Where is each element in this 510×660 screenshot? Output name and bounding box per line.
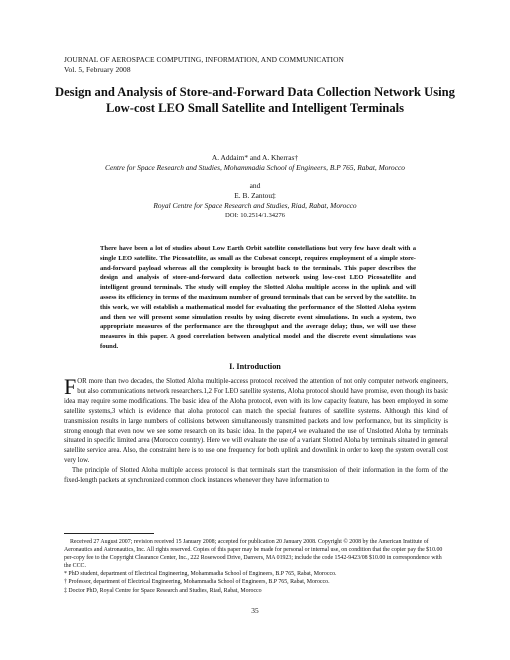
intro-paragraph-2: The principle of Slotted Aloha multiple access protocol is that terminals start the transmission of their information in the form of the fixed-length packets at synchronized common clock instances whenever they have information to [64, 467, 448, 485]
drop-cap: F [64, 374, 77, 399]
journal-volume: Vol. 5, February 2008 [64, 65, 131, 74]
authors-secondary: E. B. Zantou‡ [234, 191, 276, 200]
abstract: There have been a lot of studies about Low Earth Orbit satellite constellations but very few have dealt with a single LEO satellite. The Picosatellite, as small as the Cubesat concept, requires employment of a simple store-and-forward payload whereas all the complexity is brought back to the terminals. This paper describes the design and analysis of store-and-forward data collection network using low-cost LEO Picosatellite and intelligent ground terminals. The study will employ the Slotted Aloha multiple access in the uplink and will assess its efficiency in terms of the maximum number of ground terminals that can be served by the satellite. In this work, we will establish a mathematical model for evaluating the performance of the Slotted Aloha system and then we will present some simulation results by using discrete event simulations. In such a system, two appropriate measures of the performance are the throughput and the average delay; thus, we will use these measures in this paper. A good correlation between analytical model and the discrete event simulations was found. [100, 245, 416, 350]
footnote-2: † Professor, department of Electrical Engineering, Mohammadia School of Engineers, B.P 765, Rabat, Morocco. [64, 579, 330, 586]
authors-primary: A. Addaim* and A. Kherras† [211, 153, 299, 162]
section-heading: I. Introduction [229, 362, 281, 371]
authors-conjunction: and [249, 181, 261, 190]
intro-paragraph-1-text: OR more than two decades, the Slotted Aloha multiple-access protocol received the attention of not only computer network engineers, but also communications network researchers.1,2 For LEO satellite systems, Aloha protocol should have promise, even though its basic idea may require some modifications. The basic idea of the Aloha protocol, even with its low capacity feature, has been employed in some satellite systems,3 which is evidence that aloha protocol can match the special features of satellite systems. Although this kind of transmission results in large numbers of collisions between simultaneously transmitted packets and low performance, but its simplicity is strong enough that even now we see some research on its basic idea. In the paper,4 we evaluated the use of Unslotted Aloha by terminals situated in specific limited area (Morocco country). Here we will evaluate the use of a variant Slotted Aloha by terminals situated in general satellite service area. Also, the constraint here is to use one frequency for both uplink and downlink in order to keep the system overall cost very low. [64, 378, 448, 465]
footnotes [64, 538, 448, 595]
journal-header [64, 55, 344, 75]
affiliation-primary: Centre for Space Research and Studies, Mohammadia School of Engineers, B.P 765, Rabat, Morocco [105, 163, 405, 172]
introduction-body [64, 374, 448, 486]
page-number: 35 [251, 606, 259, 615]
author-block [40, 153, 470, 221]
footnote-1: * PhD student, department of Electrical Engineering, Mohammadia School of Engineers, B.P 765, Rabat, Morocco. [64, 571, 337, 578]
footnote-divider [64, 533, 154, 534]
journal-name: JOURNAL OF AEROSPACE COMPUTING, INFORMATION, AND COMMUNICATION [64, 55, 344, 64]
intro-paragraph-1 [64, 374, 448, 466]
paper-title: Design and Analysis of Store-and-Forward Data Collection Network Using Low-cost LEO Small Satellite and Intelligent Terminals [55, 85, 455, 115]
affiliation-secondary: Royal Centre for Space Research and Studies, Riad, Rabat, Morocco [153, 201, 357, 210]
footnote-received: Received 27 August 2007; revision received 15 January 2008; accepted for publication 20 January 2008. Copyright © 2008 by the American Institute of Aeronautics and Astronautics, Inc. All rights reserved. Copies of this paper may be made for personal or internal use, on condition that the copier pay the $10.00 per-copy fee to the Copyright Clearance Center, Inc., 222 Rosewood Drive, Danvers, MA 01923; include the code 1542-9423/08 $10.00 in correspondence with the CCC. [64, 539, 443, 570]
footnote-3: ‡ Doctor PhD, Royal Centre for Space Research and Studies, Riad, Rabat, Morocco [64, 587, 262, 594]
doi: DOI: 10.2514/1.34276 [225, 212, 285, 219]
